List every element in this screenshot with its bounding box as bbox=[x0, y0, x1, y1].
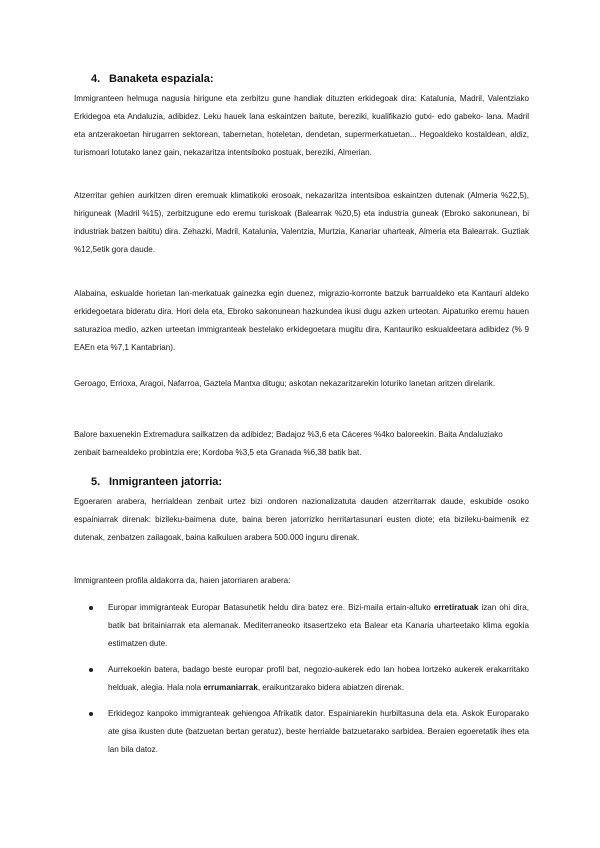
section-4-title: Banaketa espaziala: bbox=[109, 73, 214, 85]
bullet-1-text-before: Europar immigranteak Europar Batasunetik heldu dira batez ere. Bizi-maila ertain-altuko bbox=[108, 603, 434, 612]
section-5-title: Inmigranteen jatorria: bbox=[109, 476, 223, 488]
bullet-3-text-before: Erkidegoz kanpoko immigranteak gehiengoa Afrikatik dator. Espainiarekin hurbiltasuna dela eta. Askok Europarako ate gisa ikusten dute (batzuetan bertan geratuz), beste herrialde batzuetarako sarbidea. Beraien egoeretatik ihes eta lan bila datoz. bbox=[108, 709, 529, 754]
section-4-number: 4. bbox=[91, 73, 101, 85]
bullet-item bbox=[74, 599, 529, 653]
bullet-dot-icon bbox=[89, 712, 93, 716]
origin-bullet-list bbox=[74, 599, 529, 767]
section-5-paragraph-2: Immigranteen profila aldakorra da, haien jatorriaren arabera: bbox=[74, 576, 291, 585]
bullet-2-text-before: Aurrekoekin batera, badago beste europar profil bat, negozio-aukerek edo lan hobea lortzeko aukerek erakarritako helduak, alegia. Hala nola bbox=[108, 665, 529, 692]
bullet-item bbox=[74, 705, 529, 759]
section-4-paragraph-5: Balore baxuenekin Extremadura sailkatzen da adibidez; Badajoz %3,6 eta Cáceres %4ko baloreekin. Baita Andaluziako zenbait barnealdeko probintzia ere; Kordoba %3,5 eta Granada %6,38 batik bat. bbox=[74, 430, 503, 457]
section-5-number: 5. bbox=[91, 476, 101, 488]
section-4-heading bbox=[91, 73, 214, 85]
section-5-paragraph-1: Egoeraren arabera, herrialdean zenbait urtez bizi ondoren nazionalizatuta dauden atzerritarrak daude, eskubide osoko espainiarrak direnak: bizileku-baimena dute, baina beren jatorrizko herritartasunari eusten diote; eta bizileku-baimenik ez dutenak, zenbatzen zailagoak, baina kalkuluen arabera 500.000 inguru direnak. bbox=[74, 497, 529, 542]
bullet-1-text-after: izan ohi dira, batik bat britainiarrak eta alemanak. Mediterraneoko itsasertzeko eta Balear eta Kanaria uharteetako klima egokia estimatzen dute. bbox=[108, 603, 529, 648]
section-5-heading bbox=[91, 476, 222, 488]
bullet-1-bold-term: erretiratuak bbox=[433, 603, 479, 612]
bullet-2-text-after: , eraikuntzarako bidera abiatzen direnak. bbox=[257, 683, 405, 692]
section-4-paragraph-3: Alabaina, eskualde horietan lan-merkatuak gainezka egin duenez, migrazio-korronte batzuk barrualdeko eta Kantauri aldeko erkidegoetara bideratu dira. Hori dela eta, Ebroko sakonunean hazkundea ikusi dugu azken urteotan. Aipaturiko eremu hauen saturazioa medio, azken urteetan immigranteak bestelako erkidegoetara mugitu dira, Kantauriko eskualdeetara adibidez (% 9 EAEn eta %7,1 Kantabrian). bbox=[74, 289, 529, 352]
bullet-dot-icon bbox=[89, 606, 93, 610]
bullet-dot-icon bbox=[89, 668, 93, 672]
bullet-2-bold-term: errumaniarrak bbox=[203, 683, 258, 692]
section-4-paragraph-1: Immigranteen helmuga nagusia hirigune eta zerbitzu gune handiak dituzten erkidegoak dira: Katalunia, Madril, Valentziako Erkidegoa eta Andaluzia, adibidez. Leku hauek lana eskaintzen baitute, bereziki, kualifikazio gutxi- edo gabeko- lana. Madril eta antzerakoetan hirugarren sektorean, tabernetan, hoteletan, dendetan, supermerkatuetan... Hegoaldeko kostaldean, aldiz, turismoari lotutako lanez gain, nekazaritza intentsiboko postuak, bereziki, Almerian. bbox=[74, 94, 529, 157]
section-4-paragraph-4: Geroago, Errioxa, Aragoi, Nafarroa, Gaztela Mantxa ditugu; askotan nekazaritzarekin loturiko lanetan aritzen direlarik. bbox=[74, 379, 496, 388]
section-4-paragraph-2: Atzerritar gehien aurkitzen diren eremuak klimatikoki erosoak, nekazaritza intentsiboa eskaintzen dutenak (Almeria %22,5), hiriguneak (Madril %15), zerbitzugune edo eremu turiskoak (Balearrak %20,5) eta industria guneak (Ebroko sakonunean, bi industriak batzen baititu) dira. Zehazki, Madril, Katalunia, Valentzia, Murtzia, Kanariar uharteak, Almeria eta Balearrak. Guztiak %12,5etik gora daude. bbox=[74, 191, 529, 254]
bullet-item bbox=[74, 661, 529, 697]
